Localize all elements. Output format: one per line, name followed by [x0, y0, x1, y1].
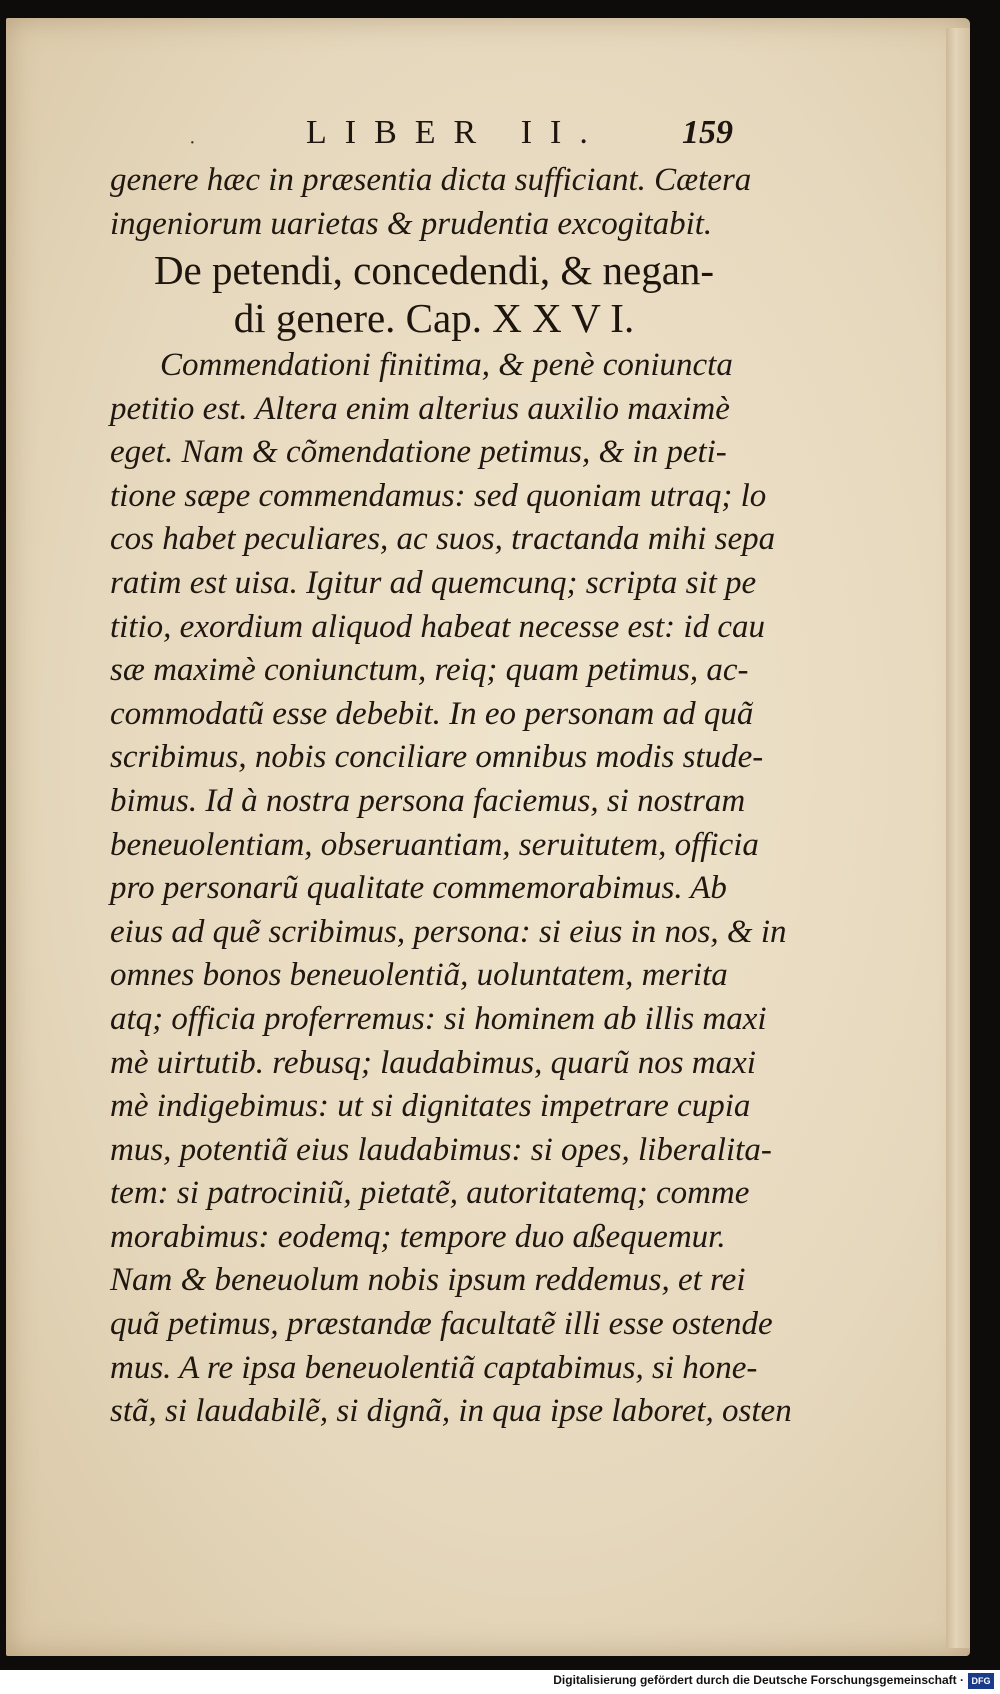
text-line: eget. Nam & cõmendatione petimus, & in peti- [110, 434, 727, 471]
text-line: quã petimus, præstandæ facultatẽ illi esse ostende [110, 1306, 773, 1343]
text-line: eius ad quẽ scribimus, persona: si eius in nos, & in [110, 913, 787, 950]
page-edge [946, 28, 970, 1648]
book-page [6, 18, 970, 1656]
funding-credit: Digitalisierung gefördert durch die Deutsche Forschungsgemeinschaft · [553, 1673, 964, 1687]
text-line: stã, si laudabilẽ, si dignã, in qua ipse laboret, osten [110, 1393, 792, 1430]
text-line: petitio est. Altera enim alterius auxilio maximè [110, 390, 730, 427]
digitization-footer [0, 1670, 1000, 1694]
text-line: Nam & beneuolum nobis ipsum reddemus, et rei [110, 1262, 746, 1299]
opening-text [110, 159, 758, 246]
heading-line: De petendi, concedendi, & negan- [153, 247, 715, 293]
heading-line: di genere. Cap. X X V I. [233, 295, 635, 341]
text-line: mus. A re ipsa beneuolentiã captabimus, si hone- [110, 1349, 758, 1386]
body-text [110, 344, 792, 1434]
text-line: tem: si patrociniũ, pietatẽ, autoritatemq; comme [110, 1175, 750, 1212]
text-line: scribimus, nobis conciliare omnibus modis stude- [110, 739, 764, 776]
text-line: pro personarũ qualitate commemorabimus. Ab [110, 870, 727, 907]
text-line: Commendationi finitima, & penè coniuncta [160, 347, 733, 383]
text-line: ratim est uisa. Igitur ad quemcunq; scripta sit pe [110, 564, 757, 601]
text-line: mè uirtutib. rebusq; laudabimus, quarũ nos maxi [110, 1044, 756, 1081]
text-line: cos habet peculiares, ac suos, tractanda mihi sepa [110, 521, 776, 558]
text-line: sæ maximè coniunctum, reiq; quam petimus, ac- [110, 652, 749, 689]
text-line: omnes bonos beneuolentiã, uoluntatem, merita [110, 957, 728, 994]
page-number: 159 [682, 114, 733, 151]
text-line: beneuolentiam, obseruantiam, seruitutem, officia [110, 826, 759, 863]
dfg-logo: DFG [968, 1673, 994, 1689]
text-line: atq; officia proferremus: si hominem ab illis maxi [110, 1000, 767, 1037]
text-line: morabimus: eodemq; tempore duo aßequemur. [110, 1218, 726, 1255]
chapter-heading [110, 246, 758, 342]
text-line: ingeniorum uarietas & prudentia excogitabit. [110, 205, 713, 242]
header-dot: · [189, 132, 196, 154]
text-line: mus, potentiã eius laudabimus: si opes, liberalita- [110, 1131, 772, 1168]
text-line: genere hæc in præsentia dicta sufficiant. Cætera [110, 162, 752, 198]
text-line: tione sæpe commendamus: sed quoniam utraq; lo [110, 477, 767, 514]
text-line: mè indigebimus: ut si dignitates impetrare cupia [110, 1088, 751, 1125]
text-line: commodatũ esse debebit. In eo personam ad quã [110, 695, 754, 732]
page-header [6, 114, 970, 154]
text-line: titio, exordium aliquod habeat necesse est: id cau [110, 608, 765, 645]
text-line: bimus. Id à nostra persona faciemus, si nostram [110, 782, 746, 819]
running-head: LIBER II. [306, 114, 606, 151]
